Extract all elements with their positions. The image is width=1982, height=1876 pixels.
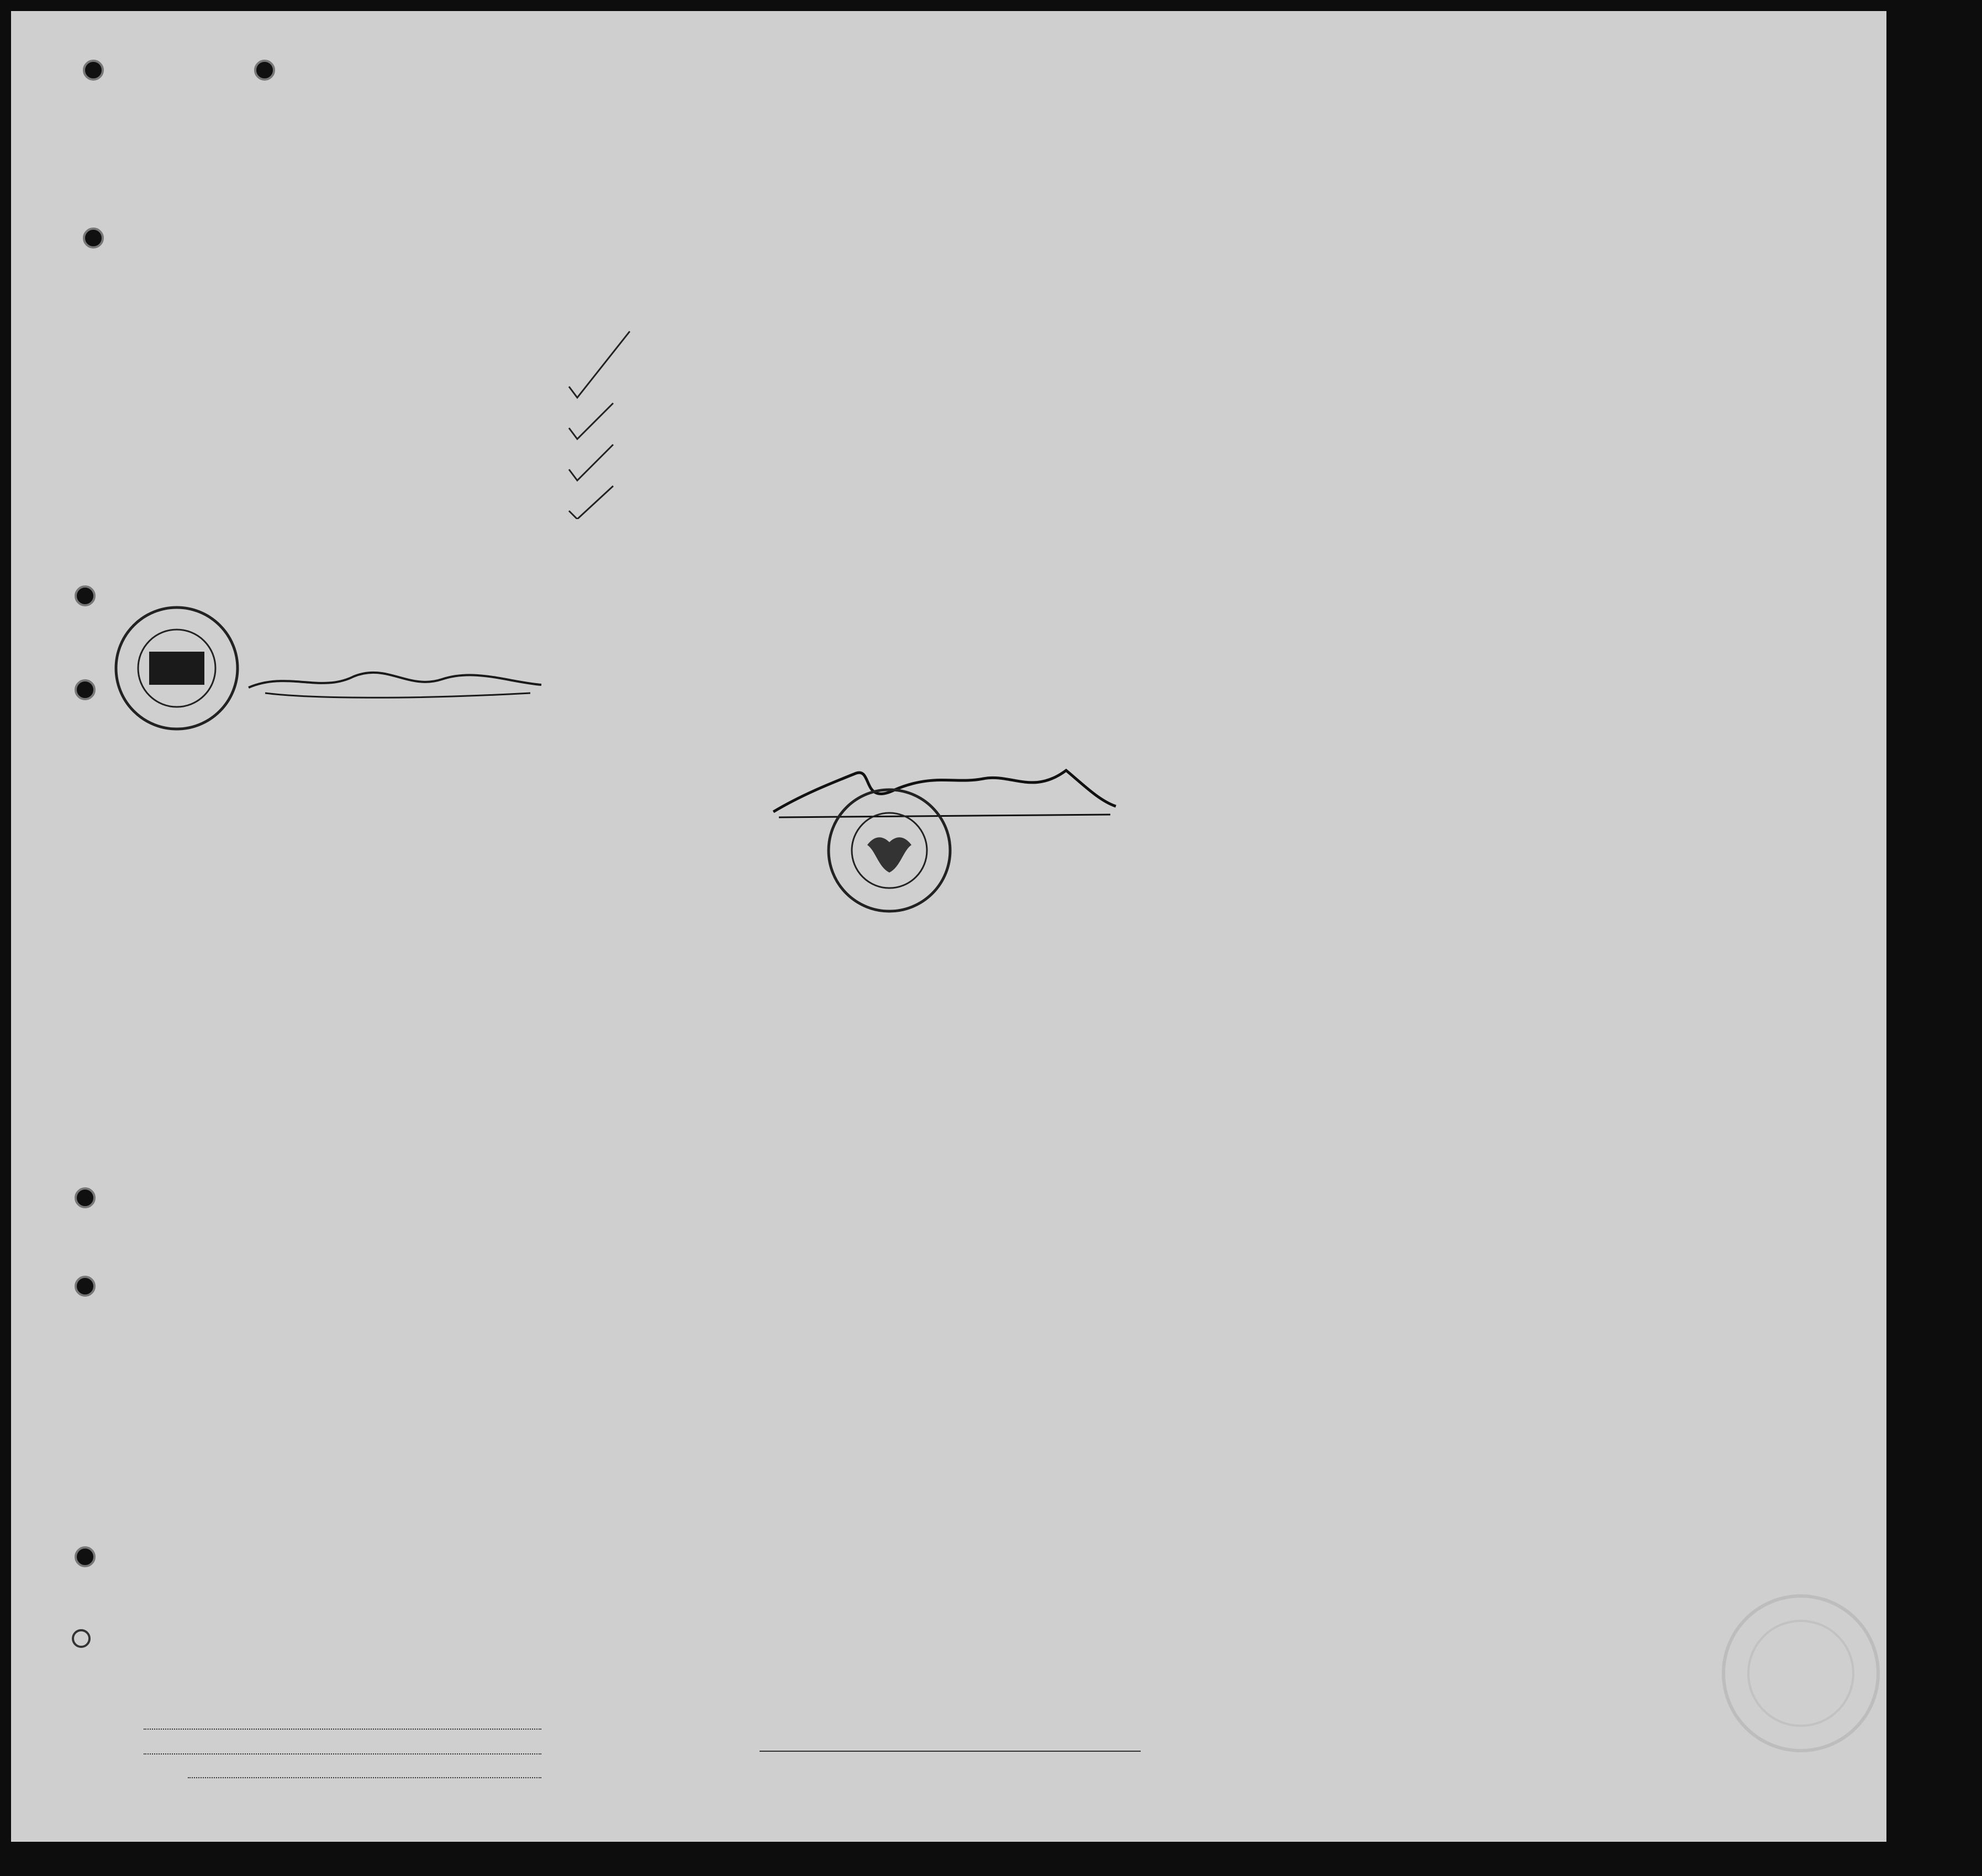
consul-signature-small [243, 660, 552, 704]
inspector-signature-block [1182, 530, 1525, 707]
consulate-certification-stamp [613, 541, 1110, 751]
consular-visa-stamp [110, 563, 563, 768]
punch-hole [75, 1546, 96, 1567]
eagle-seal-icon [823, 784, 956, 917]
punch-hole [75, 1276, 96, 1297]
punch-hole [83, 60, 104, 81]
consulate-seal-icon [110, 602, 243, 734]
punch-hole [75, 585, 96, 606]
punch-hole [75, 679, 96, 700]
punch-hole [72, 1629, 91, 1648]
footer-left [88, 1701, 586, 1800]
voyage-line [221, 188, 1886, 226]
punch-hole [83, 228, 104, 249]
punch-hole [254, 60, 275, 81]
punch-hole [75, 1187, 96, 1208]
inspector-signature-line [760, 1751, 1141, 1752]
sheet-number [1712, 41, 1729, 72]
vice-consul-signature-block [768, 762, 1121, 917]
embossed-seal-icon [1718, 1590, 1884, 1756]
checkmarks [552, 320, 641, 519]
cert-line3 [657, 628, 702, 658]
manifest-sheet [11, 11, 1886, 1842]
cert-line4 [657, 654, 679, 684]
form-grid [11, 11, 1886, 1842]
